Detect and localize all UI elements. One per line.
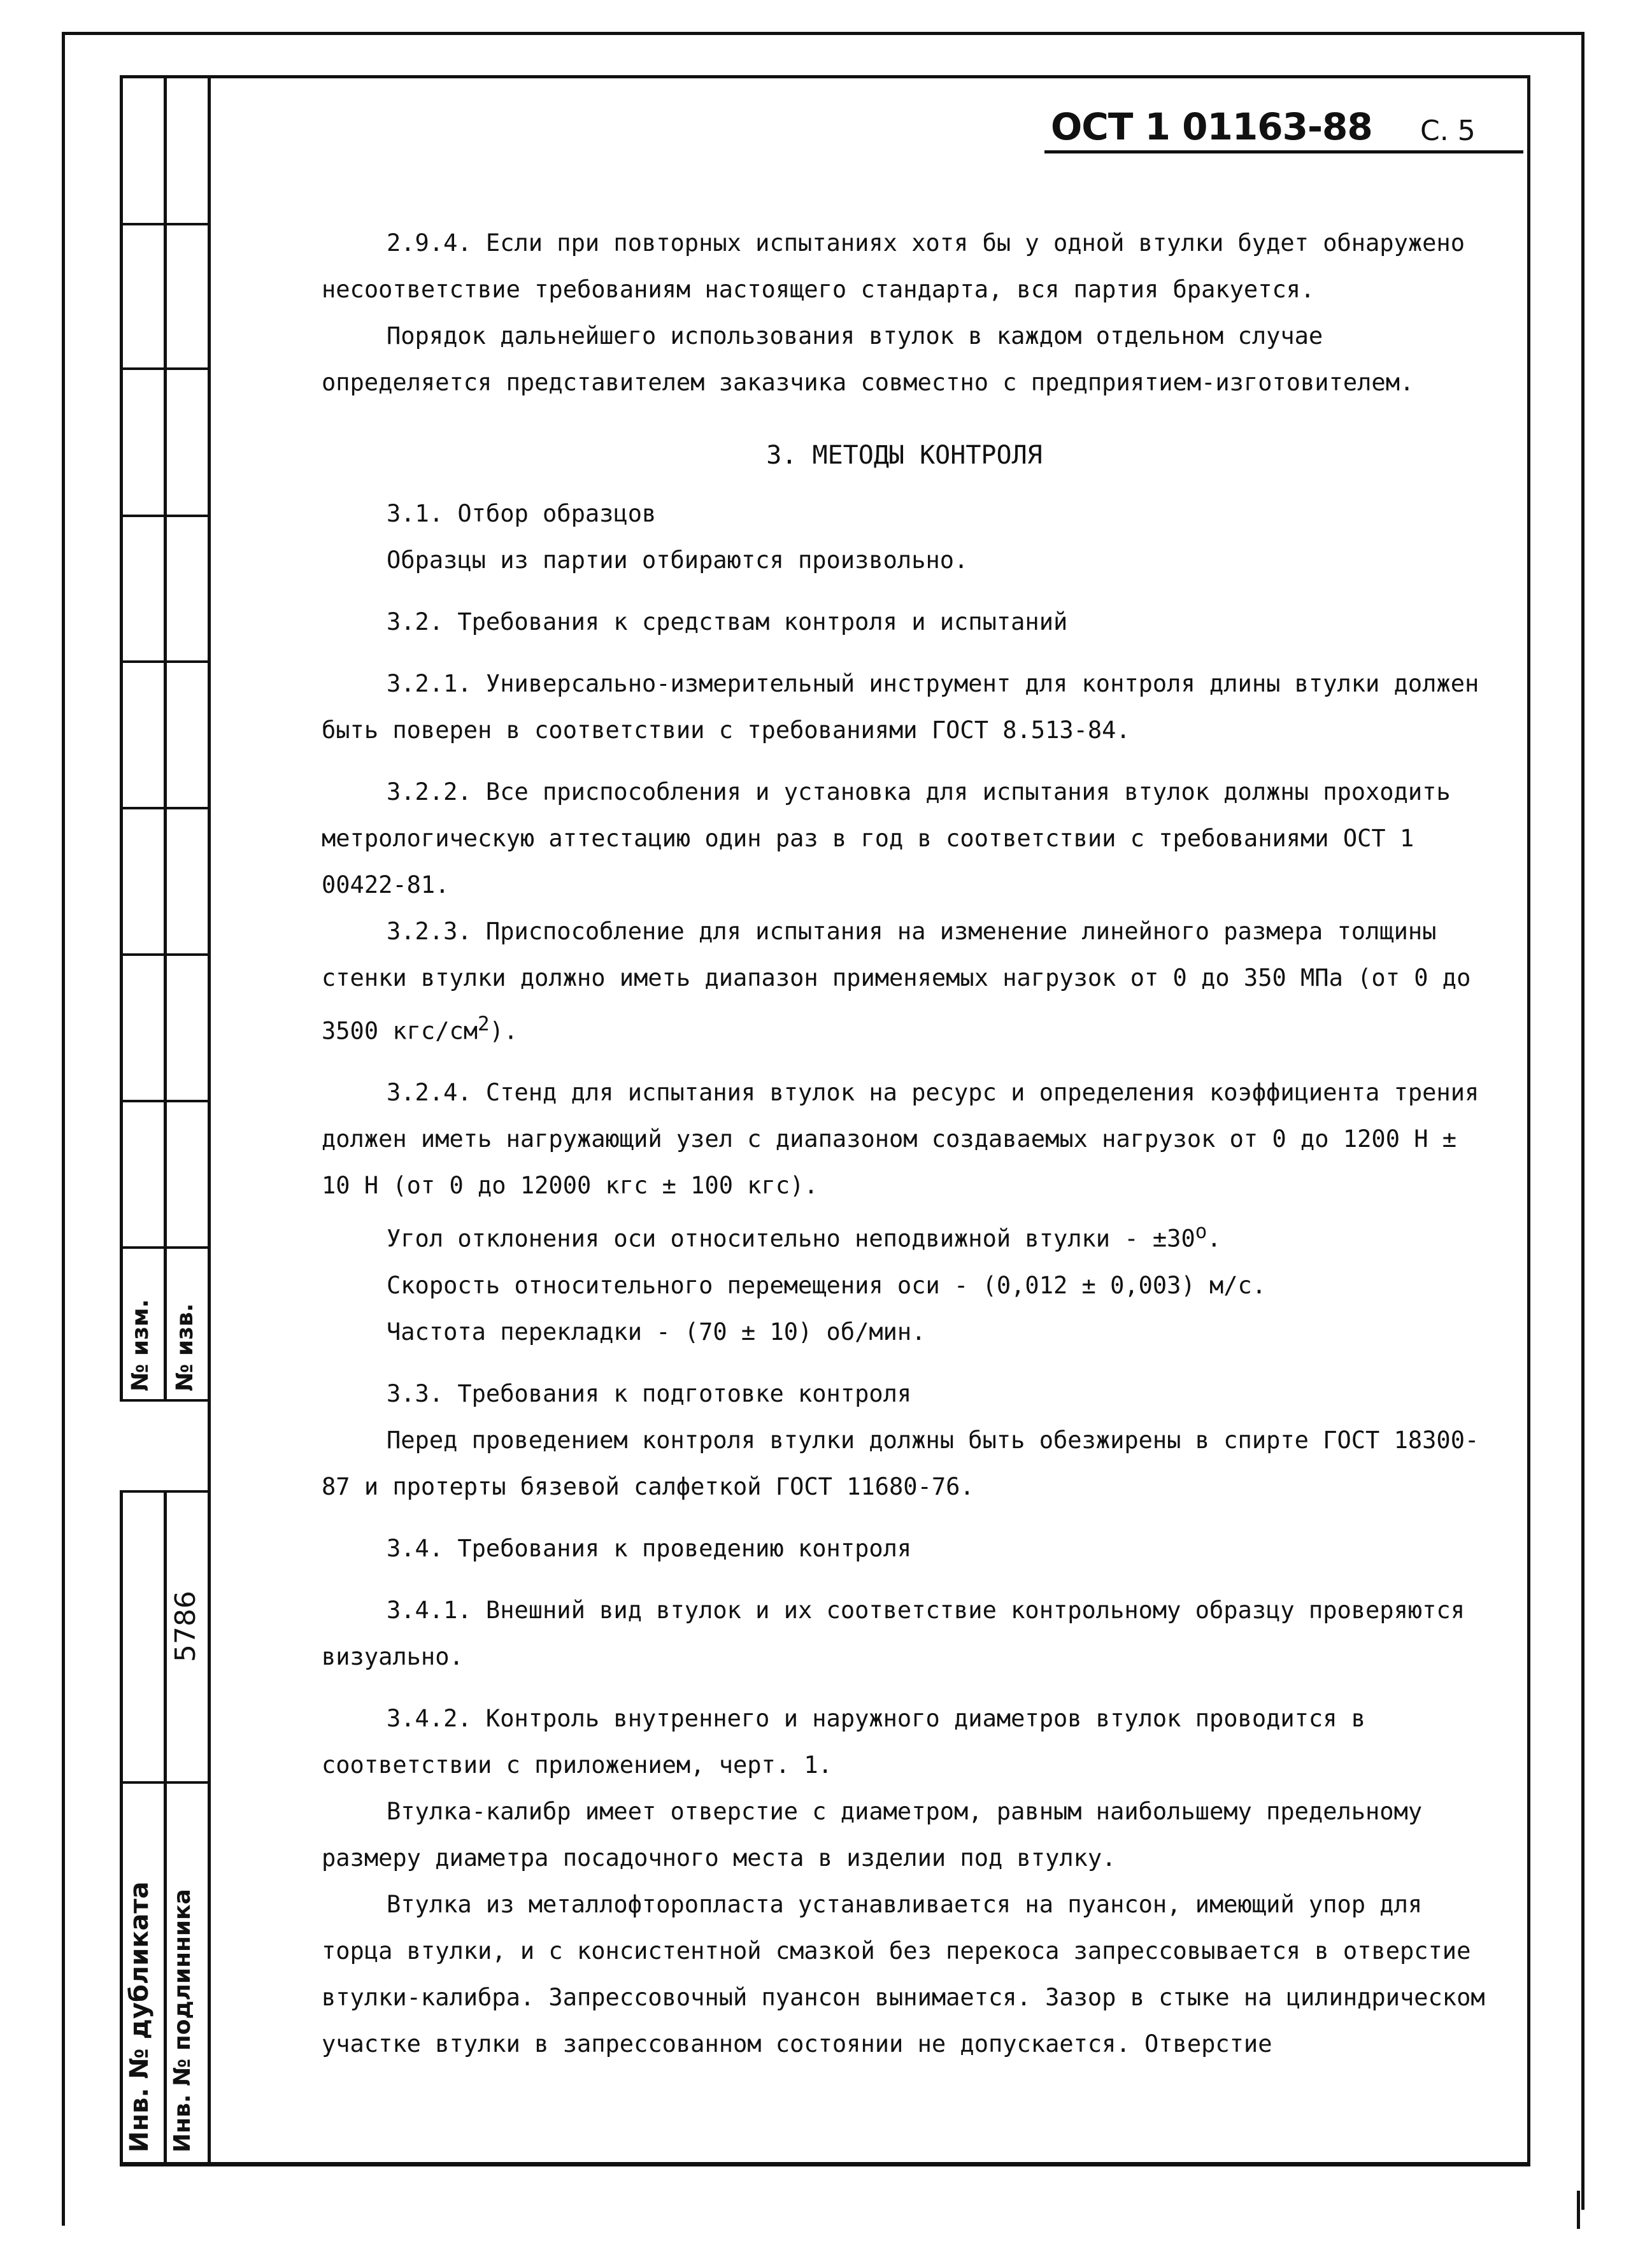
heading-3-3: 3.3. Требования к подготовке контроля bbox=[387, 1379, 912, 1407]
document-body bbox=[322, 220, 1487, 2067]
heading-3-1: 3.1. Отбор образцов bbox=[387, 500, 657, 527]
paragraph-angle bbox=[322, 1209, 1487, 1262]
standard-designation: ОСТ 1 01163-88 bbox=[1051, 105, 1372, 148]
sidebar-lower-left-line bbox=[120, 1490, 123, 2165]
sidebar-cell-divider bbox=[120, 660, 166, 663]
sidebar-cell-divider bbox=[120, 1246, 166, 1249]
sidebar-cell-divider bbox=[120, 515, 166, 517]
sidebar-cell-divider bbox=[120, 807, 166, 809]
inner-frame-left bbox=[208, 75, 211, 2164]
sidebar-cell-divider bbox=[164, 223, 210, 225]
paragraph-3-2-2: 3.2.2. Все приспособления и установка для испытания втулок должны проходить метрологическую аттестацию один раз в год в соответствии с требованиями ОСТ 1 00422-81. bbox=[322, 778, 1451, 899]
inner-frame-right bbox=[1527, 75, 1530, 2165]
sidebar-original-label: Инв. № подлинника bbox=[169, 1889, 196, 2152]
outer-frame-top bbox=[62, 32, 1584, 35]
sidebar-upper-mid-line bbox=[164, 75, 167, 1401]
paragraph-angle-text: Угол отклонения оси относительно неподвижной втулки - ±30 bbox=[387, 1225, 1195, 1253]
right-margin-tick bbox=[1577, 2191, 1580, 2229]
paragraph-3-2-3-end: ). bbox=[489, 1017, 518, 1045]
sidebar-cell-divider bbox=[164, 660, 210, 663]
section-heading: 3. МЕТОДЫ КОНТРОЛЯ bbox=[766, 441, 1043, 470]
sidebar-cell-divider bbox=[120, 223, 166, 225]
page-number: С. 5 bbox=[1420, 115, 1476, 147]
sidebar-cell-divider bbox=[120, 953, 166, 956]
paragraph-calibre: Втулка-калибр имеет отверстие с диаметром, равным наибольшему предельному размеру диаметра посадочного места в изделии под втулку. bbox=[322, 1797, 1423, 1872]
paragraph-3-3: Перед проведением контроля втулки должны быть обезжирены в спирте ГОСТ 18300-87 и протерты бязевой салфеткой ГОСТ 11680-76. bbox=[322, 1426, 1479, 1500]
inner-frame-top bbox=[120, 75, 1530, 78]
inner-frame-bottom bbox=[120, 2162, 1530, 2166]
sidebar-cell-divider bbox=[164, 1100, 210, 1102]
sidebar-duplicate-label: Инв. № дубликата bbox=[125, 1881, 154, 2152]
sidebar-lower-mid-line bbox=[164, 1490, 167, 2165]
paragraph-3-2-3 bbox=[322, 908, 1487, 1054]
sidebar-cell-divider bbox=[164, 1246, 210, 1249]
sidebar-inventory-number: 5786 bbox=[169, 1591, 202, 1662]
paragraph-pressing: Втулка из металлофторопласта устанавливается на пуансон, имеющий упор для торца втулки, и с консистентной смазкой без перекоса запрессовывается в отверстие втулки-калибра. Запрессовочный пуансон вынимается. Зазор в стыке на цилиндрическом участке втулки в запрессованном состоянии не допускается. Отверстие bbox=[322, 1890, 1485, 2058]
superscript-degree: о bbox=[1195, 1220, 1207, 1244]
paragraph-3-4-1: 3.4.1. Внешний вид втулок и их соответствие контрольному образцу проверяются визуально. bbox=[322, 1596, 1465, 1670]
paragraph-frequency: Частота перекладки - (70 ± 10) об/мин. bbox=[387, 1318, 926, 1346]
sidebar-cell-divider bbox=[164, 953, 210, 956]
paragraph-angle-end: . bbox=[1207, 1225, 1221, 1253]
sidebar-cell-divider bbox=[120, 367, 166, 370]
sidebar-notice-number-label: № изв. bbox=[172, 1303, 198, 1391]
sidebar-cell-divider bbox=[164, 515, 210, 517]
paragraph-speed: Скорость относительного перемещения оси - (0,012 ± 0,003) м/с. bbox=[387, 1271, 1267, 1299]
sidebar-cell-divider bbox=[120, 1781, 210, 1784]
outer-frame-right bbox=[1581, 32, 1584, 2210]
sidebar-cell-divider bbox=[164, 807, 210, 809]
sidebar-cell-divider bbox=[120, 1490, 210, 1493]
sidebar-upper-left-line bbox=[120, 75, 123, 1401]
outer-frame-left bbox=[62, 32, 65, 2226]
paragraph-3-2-4: 3.2.4. Стенд для испытания втулок на ресурс и определения коэффициента трения должен иметь нагружающий узел с диапазоном создаваемых нагрузок от 0 до 1200 Н ± 10 Н (от 0 до 12000 кгс ± 100 кгс). bbox=[322, 1079, 1479, 1200]
paragraph-3-2-1: 3.2.1. Универсально-измерительный инструмент для контроля длины втулки должен быть поверен в соответствии с требованиями ГОСТ 8.513-84. bbox=[322, 670, 1479, 744]
sidebar-change-number-label: № изм. bbox=[127, 1298, 153, 1391]
heading-3-2: 3.2. Требования к средствам контроля и испытаний bbox=[387, 608, 1068, 636]
sidebar-cell-divider bbox=[164, 367, 210, 370]
superscript-square: 2 bbox=[478, 1013, 490, 1035]
heading-3-4: 3.4. Требования к проведению контроля bbox=[387, 1534, 912, 1562]
sidebar-cell-divider bbox=[120, 1399, 210, 1402]
paragraph-3-4-2: 3.4.2. Контроль внутреннего и наружного диаметров втулок проводится в соответствии с приложением, черт. 1. bbox=[322, 1704, 1366, 1779]
paragraph-2-9-4: 2.9.4. Если при повторных испытаниях хотя бы у одной втулки будет обнаружено несоответствие требованиям настоящего стандарта, вся партия бракуется. bbox=[322, 229, 1465, 303]
paragraph-usage-order: Порядок дальнейшего использования втулок в каждом отдельном случае определяется представителем заказчика совместно с предприятием-изготовителем. bbox=[322, 322, 1414, 396]
paragraph-3-2-3-text: 3.2.3. Приспособление для испытания на изменение линейного размера толщины стенки втулки должно иметь диапазон применяемых нагрузок от 0 до 350 МПа (от 0 до 3500 кгс/см bbox=[322, 918, 1471, 1045]
paragraph-3-1: Образцы из партии отбираются произвольно. bbox=[387, 546, 969, 574]
header-underline bbox=[1044, 150, 1523, 153]
sidebar-cell-divider bbox=[120, 1100, 166, 1102]
